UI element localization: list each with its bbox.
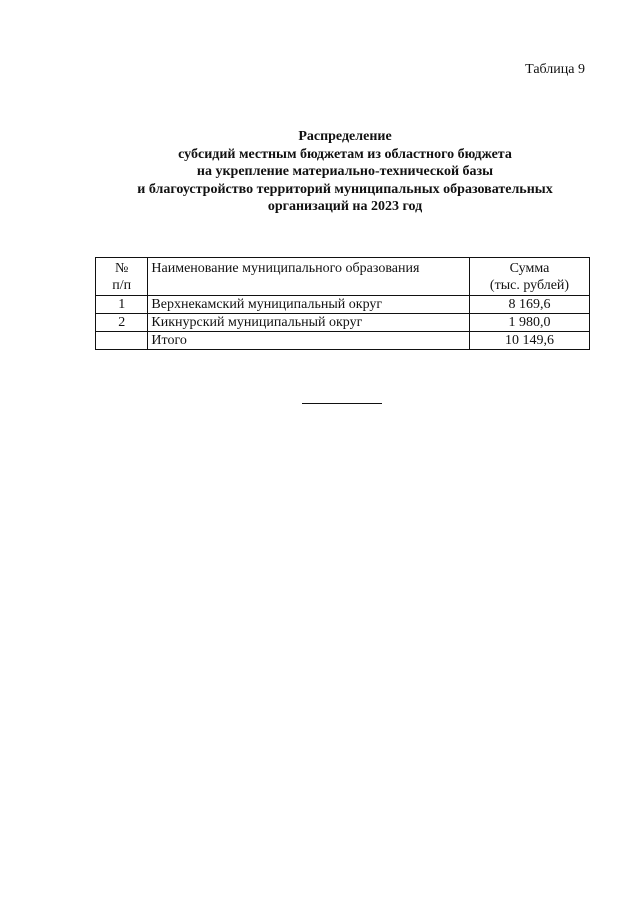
end-divider-line: [302, 403, 382, 404]
title-line-2: субсидий местным бюджетам из областного бюджета: [178, 146, 512, 162]
total-label: Итого: [148, 332, 470, 350]
title-line-1: Распределение: [298, 129, 392, 144]
row-number: 2: [96, 314, 148, 332]
header-municipality-name: Наименование муниципального образования: [148, 258, 470, 296]
table-number-label: Таблица 9: [525, 62, 585, 77]
title-line-4: и благоустройство территорий муниципальных образовательных: [137, 181, 553, 197]
title-line-3: на укрепление материально-технической базы: [196, 164, 494, 179]
row-sum: 1 980,0: [470, 314, 590, 332]
row-number: 1: [96, 296, 148, 314]
total-sum: 10 149,6: [470, 332, 590, 350]
header-sum: [470, 258, 590, 296]
table-row: [96, 314, 590, 332]
header-number-line2: п/п: [112, 278, 132, 293]
total-number: [96, 332, 148, 350]
document-title: [60, 128, 629, 216]
table-total-row: [96, 332, 590, 350]
table-row: [96, 296, 590, 314]
row-municipality-name: Кикнурский муниципальный округ: [148, 314, 470, 332]
header-number-line1: №: [115, 261, 129, 276]
row-sum: 8 169,6: [470, 296, 590, 314]
title-line-5: организаций на 2023 год: [267, 199, 423, 214]
table-header-row: [96, 258, 590, 296]
row-municipality-name: Верхнекамский муниципальный округ: [148, 296, 470, 314]
distribution-table: [95, 257, 590, 350]
header-sum-line1: Сумма: [509, 261, 550, 276]
header-number: [96, 258, 148, 296]
header-sum-line2: (тыс. рублей): [489, 278, 570, 293]
